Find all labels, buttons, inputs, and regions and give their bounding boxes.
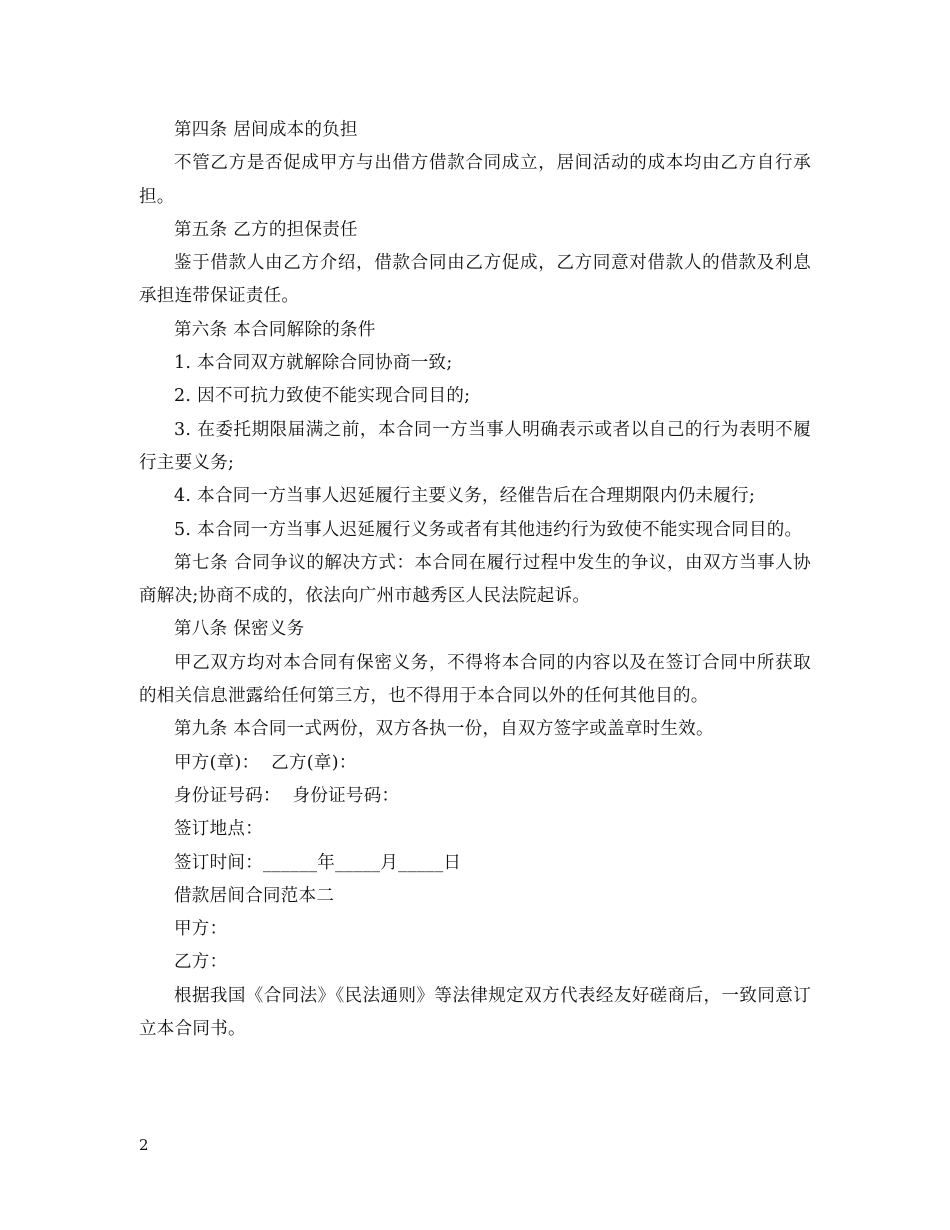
- article-6-item-4: 4. 本合同一方当事人迟延履行主要义务，经催告后在合理期限内仍未履行;: [174, 486, 756, 507]
- party-a-line: 甲方：: [174, 919, 228, 940]
- article-5-heading: 第五条 乙方的担保责任: [174, 219, 358, 240]
- article-8-heading: 第八条 保密义务: [174, 619, 305, 640]
- article-8-text: 甲乙双方均对本合同有保密义务，不得将本合同的内容以及在签订合同中所获取的相关信息泄露给任何第三方，也不得用于本合同以外的任何其他目的。: [139, 652, 811, 707]
- article-4-text: 不管乙方是否促成甲方与出借方借款合同成立，居间活动的成本均由乙方自行承担。: [139, 153, 811, 207]
- template-two-title: 借款居间合同范本二: [174, 885, 335, 906]
- article-9-text: 第九条 本合同一式两份，双方各执一份，自双方签字或盖章时生效。: [174, 719, 714, 740]
- preamble-text: 根据我国《合同法》《民法通则》等法律规定双方代表经友好磋商后，一致同意订立本合同书。: [139, 985, 811, 1040]
- article-6-item-5: 5. 本合同一方当事人迟延履行义务或者有其他违约行为致使不能实现合同目的。: [174, 519, 803, 540]
- signature-seals-line: 甲方(章)： 乙方(章)：: [174, 752, 357, 773]
- document-body: [139, 114, 811, 1046]
- article-5-text: 鉴于借款人由乙方介绍，借款合同由乙方促成，乙方同意对借款人的借款及利息承担连带保证责任。: [139, 253, 811, 307]
- signing-date-line: 签订时间：______年_____月_____日: [174, 852, 462, 873]
- article-4-heading: 第四条 居间成本的负担: [174, 120, 358, 140]
- page-number: 2: [139, 1136, 149, 1154]
- article-6-item-1: 1. 本合同双方就解除合同协商一致;: [174, 353, 453, 374]
- article-7-text: 第七条 合同争议的解决方式：本合同在履行过程中发生的争议，由双方当事人协商解决;协商不成的，依法向广州市越秀区人民法院起诉。: [139, 552, 811, 607]
- article-6-heading: 第六条 本合同解除的条件: [174, 319, 376, 340]
- id-number-line: 身份证号码： 身份证号码：: [174, 785, 400, 806]
- article-6-item-3: 3. 在委托期限届满之前，本合同一方当事人明确表示或者以自己的行为表明不履行主要义务;: [139, 419, 811, 473]
- signing-place-line: 签订地点：: [174, 819, 263, 840]
- article-6-item-2: 2. 因不可抗力致使不能实现合同目的;: [174, 386, 471, 407]
- party-b-line: 乙方：: [174, 952, 228, 973]
